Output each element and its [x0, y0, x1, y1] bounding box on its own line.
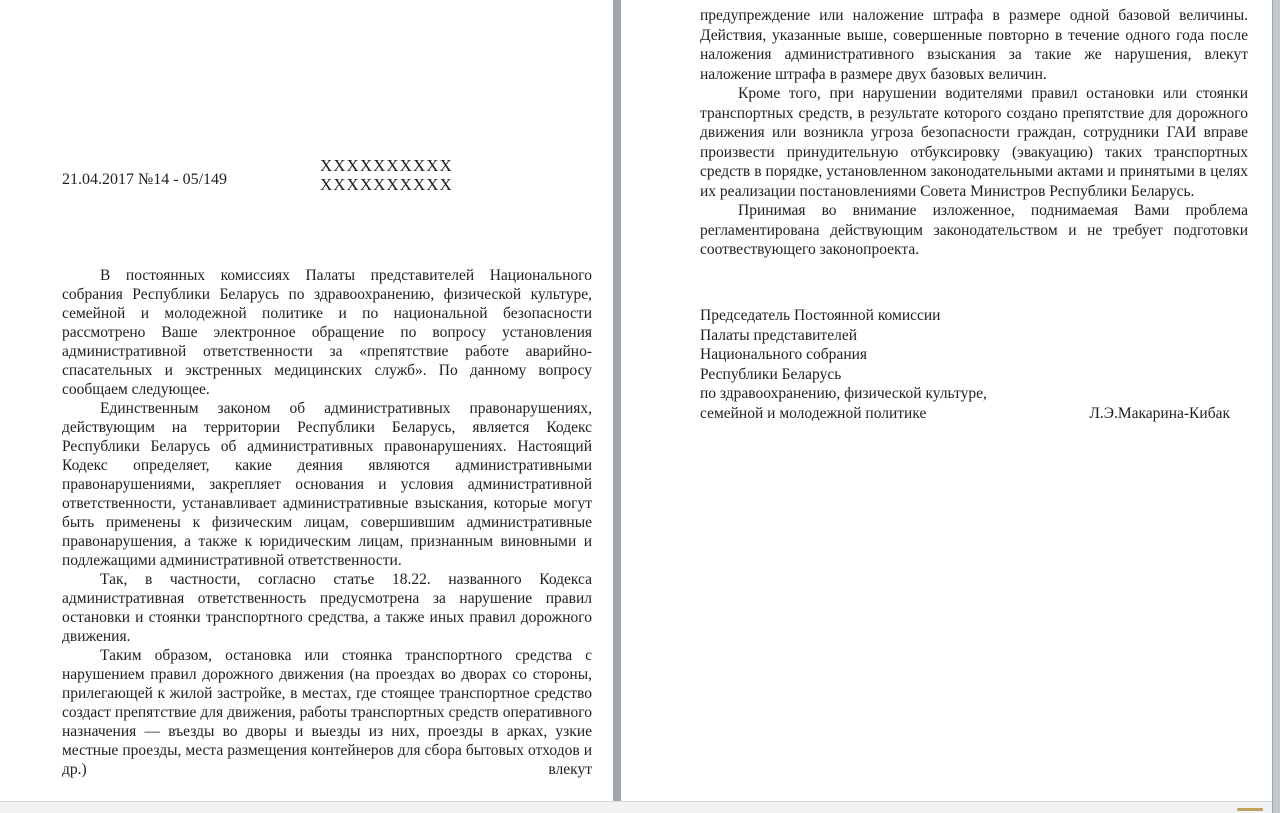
signature-line: Республики Беларусь [700, 365, 842, 383]
paragraph: Единственным законом об административных правонарушениях, действующим на территории Республики Беларусь, является Кодекс Республики Беларусь об административных правонарушениях. Настоящий Кодекс определяет, какие деяния являются административными правонарушениями, закрепляет основания и условия административной ответственности, устанавливает административные взыскания, которые могут быть применены к физическим лицам, совершившим административные правонарушения, а также к юридическим лицам, признанным виновными и подлежащими административной ответственности. [62, 400, 592, 569]
page-2-body-text [700, 6, 1248, 260]
signer-title-tail: семейной и молодежной политике [700, 404, 927, 422]
signature-line: по здравоохранению, физической культуре, [700, 385, 987, 402]
horizontal-scrollbar-track[interactable] [0, 801, 1272, 813]
addressee-placeholder-line-1: ХХХХХХХХХХ [320, 156, 453, 175]
signature-line [700, 404, 1230, 424]
paragraph: Принимая во внимание изложенное, поднимаемая Вами проблема регламентирована действующим законодательством и не требует подготовки соотвествующего законопроекта. [700, 202, 1248, 258]
signature-line: Национального собрания [700, 346, 868, 363]
signer-name: Л.Э.Макарина-Кибак [1089, 404, 1230, 422]
paragraph: Таким образом, остановка или стоянка транспортного средства с нарушением правил дорожного движения (на проездах во дворах со стороны, прилегающей к жилой застройке, в местах, где стоящее транспортное средство создаст препятствие для движения, работы транспортных средств оперативного назначения — въезды во дворы и выезды из них, проезды в арках, узкие местные проезды, места размещения контейнеров для сбора бытовых отходов и др.) влекут [62, 647, 592, 778]
signature-block [700, 306, 1230, 423]
horizontal-scrollbar-thumb[interactable] [1237, 808, 1263, 811]
paragraph: Так, в частности, согласно статье 18.22. названного Кодекса административная ответственность предусмотрена за нарушение правил остановки и стоянки транспортного средства, а также иных правил дорожного движения. [62, 571, 592, 645]
addressee-placeholder-line-2: ХХХХХХХХХХ [320, 175, 453, 194]
page-gap-divider [613, 0, 621, 801]
paragraph: В постоянных комиссиях Палаты представителей Национального собрания Республики Беларусь по здравоохранению, физической культуре, семейной и молодежной политике и по национальной безопасности рассмотрено Ваше электронное обращение по вопросу установления административной ответственности за «препятствие работе аварийно-спасательных и экстренных медицинских служб». По данному вопросу сообщаем следующее. [62, 267, 592, 398]
paragraph: предупреждение или наложение штрафа в размере одной базовой величины. Действия, указанные выше, совершенные повторно в течение одного года после наложения административного взыскания за такие же нарушения, влекут наложение штрафа в размере двух базовых величин. [700, 7, 1248, 83]
page-1 [0, 0, 613, 801]
signature-line: Палаты представителей [700, 326, 857, 344]
date-reference-line: 21.04.2017 №14 - 05/149 [62, 171, 228, 188]
paragraph: Кроме того, при нарушении водителями правил остановки или стоянки транспортных средств, в результате которого создано препятствие для дорожного движения или возникла угроза безопасности граждан, сотрудники ГАИ вправе произвести принудительную отбуксировку (эвакуацию) таких транспортных средств в порядке, установленном законодательными актами и принятыми в целях их реализации постановлениями Совета Министров Республики Беларусь. [700, 85, 1248, 200]
signature-line: Председатель Постоянной комиссии [700, 307, 941, 324]
page-1-body-text [62, 266, 592, 779]
addressee-placeholder [320, 156, 453, 194]
page-2 [621, 0, 1272, 801]
vertical-scrollbar[interactable] [1272, 0, 1280, 813]
